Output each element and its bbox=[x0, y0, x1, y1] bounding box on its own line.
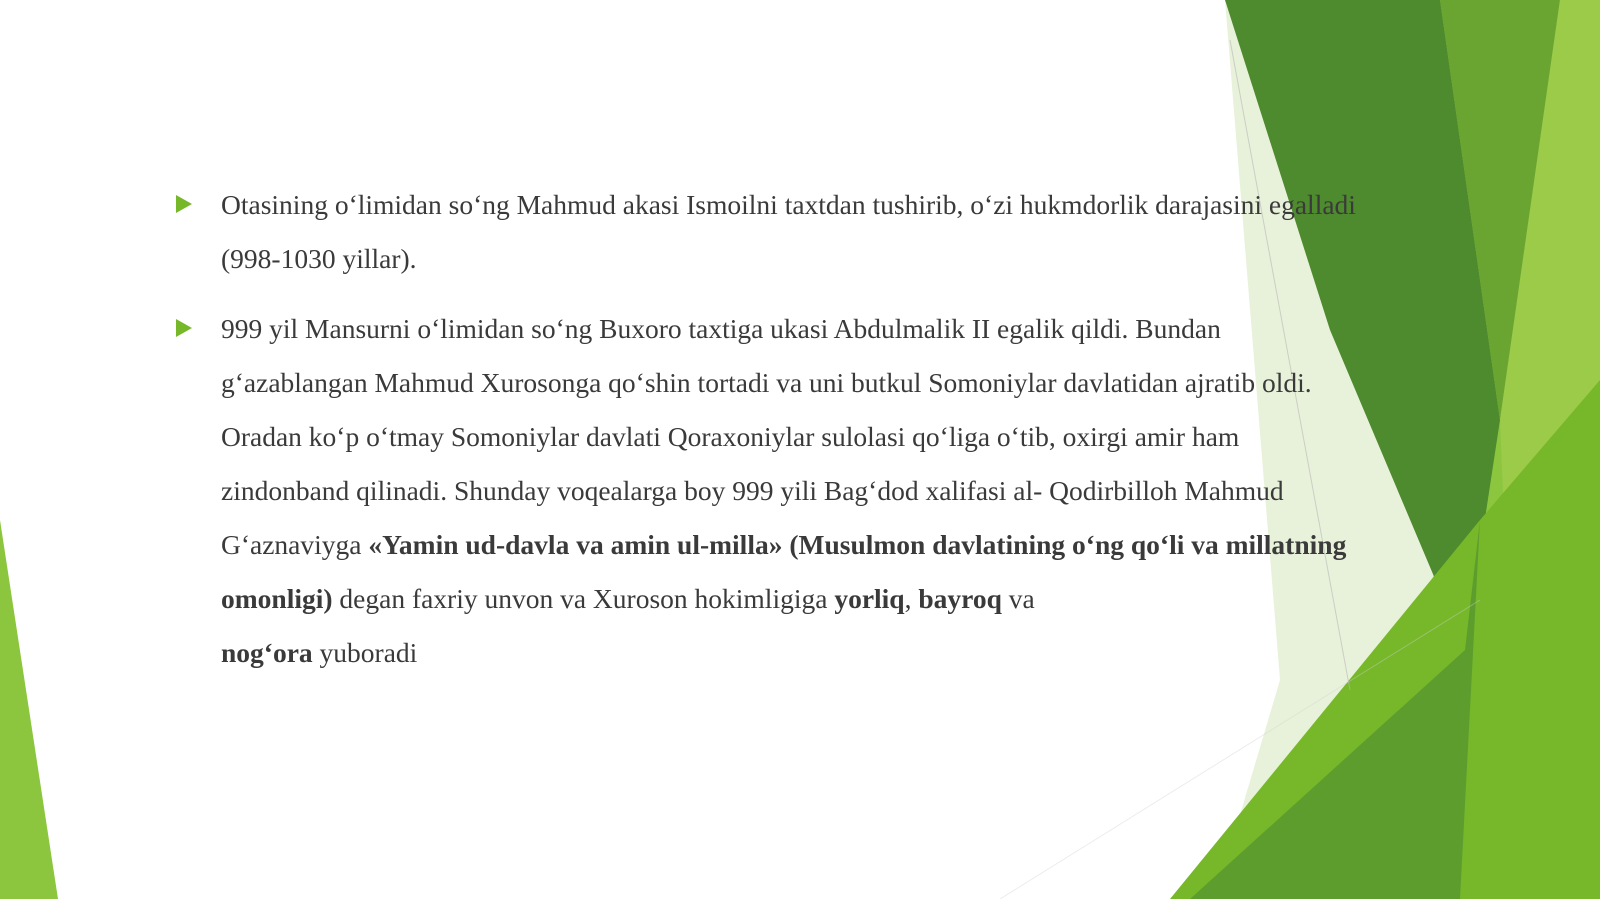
text-run: 999 yil Mansurni o‘limidan so‘ng Buxoro taxtiga ukasi Abdulmalik II egalik qildi. Bundan g‘azablangan Mahmud Xurosonga qo‘shin tortadi va uni butkul Somoniylar davlatidan ajratib oldi. Oradan ko‘p o‘tmay Somoniylar davlati Qoraxoniylar sulolasi qo‘liga o‘tib, oxirgi amir ham zindonband qilinadi. Shunday voqealarga boy 999 yili Bag‘dod xalifasi al- Qodirbilloh Mahmud G‘aznaviyga bbox=[221, 313, 1312, 560]
bold-run: «Yamin ud-davla va amin ul-milla» (Musulmon davlatining o‘ng qo‘li va millatning omonligi) bbox=[221, 529, 1347, 614]
text-run: degan faxriy unvon va Xuroson hokimligiga bbox=[332, 583, 835, 614]
bold-run: yorliq bbox=[834, 583, 905, 614]
green-triangle-bullet-icon bbox=[176, 195, 192, 213]
bullet-text: Otasining o‘limidan so‘ng Mahmud akasi Ismoilni taxtdan tushirib, o‘zi hukmdorlik darajasini egalladi (998-1030 yillar). bbox=[221, 189, 1356, 274]
text-run: yuboradi bbox=[312, 637, 418, 668]
text-run: va bbox=[1001, 583, 1035, 614]
bold-run: bayroq bbox=[918, 583, 1002, 614]
left-green-sliver bbox=[0, 520, 58, 899]
bullet-item bbox=[176, 302, 1366, 680]
bullet-item bbox=[176, 178, 1366, 286]
slide-body bbox=[176, 178, 1366, 696]
text-run: , bbox=[904, 583, 919, 614]
green-triangle-bullet-icon bbox=[176, 319, 192, 337]
bullet-text bbox=[221, 313, 1346, 668]
bold-run: nog‘ora bbox=[221, 637, 313, 668]
